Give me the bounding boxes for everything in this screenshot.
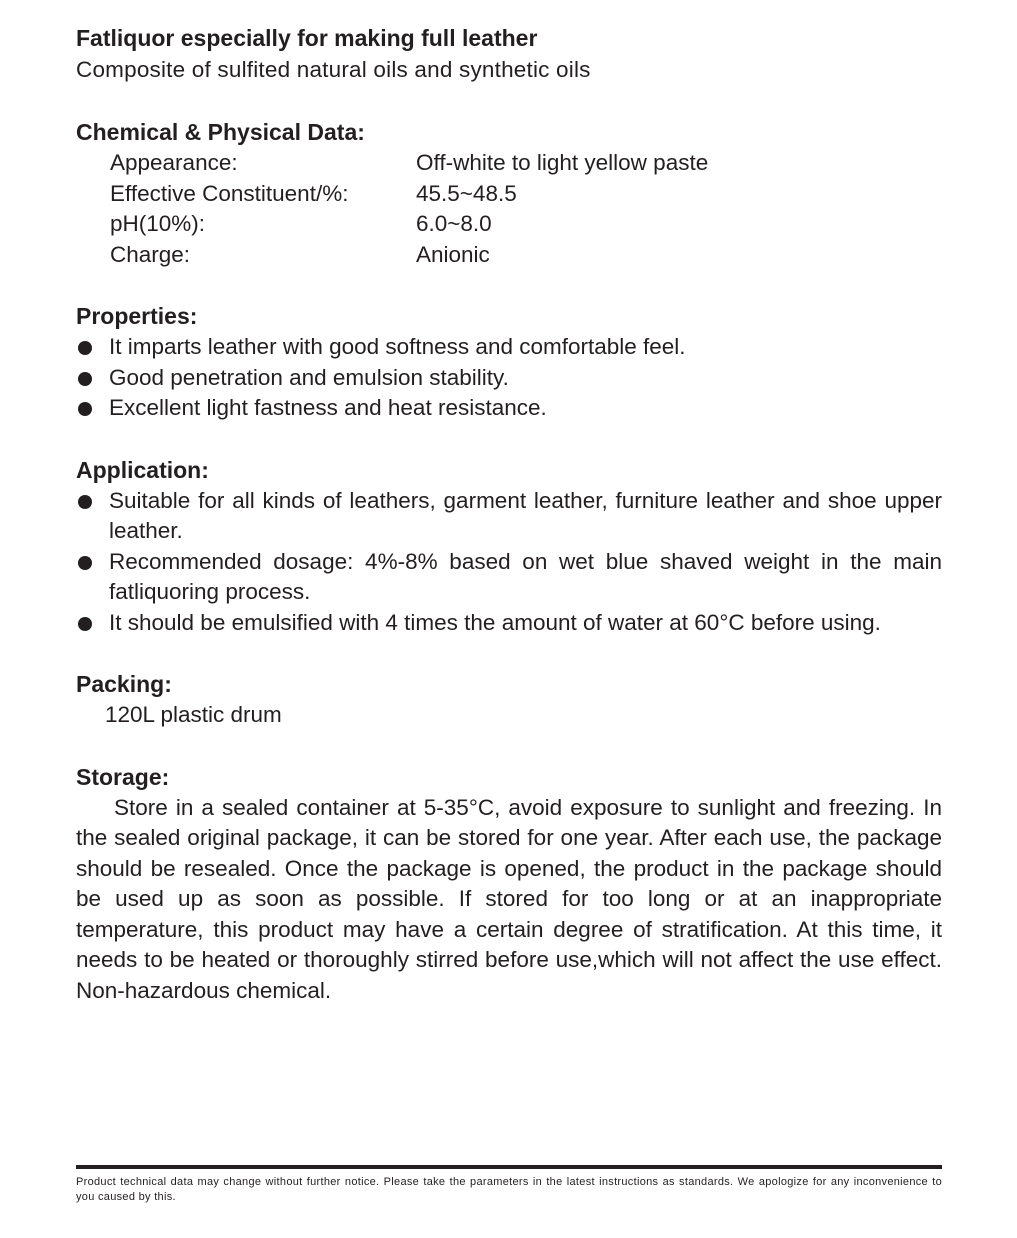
application-list [76,486,942,639]
charge-label: Charge: [110,241,191,267]
ph-row [76,209,942,240]
effective-constituent-row [76,179,942,210]
document-body [76,22,942,1006]
footer-disclaimer: Product technical data may change without further notice. Please take the parameters in the latest instructions as standards. We apologize for any inconvenience to you caused by this. [76,1165,942,1205]
effective-constituent-label: Effective Constituent/%: [110,180,349,206]
properties-section [76,300,942,424]
appearance-label: Appearance: [110,150,238,175]
application-text: Suitable for all kinds of leathers, garment leather, furniture leather and shoe upper leather. [109,487,942,543]
bullet-dot-icon [78,372,92,386]
application-section [76,454,942,639]
bullet-dot-icon [78,556,92,570]
bullet-dot-icon [78,617,92,631]
charge-row [76,240,942,271]
list-item [76,363,942,394]
product-title: Fatliquor especially for making full leather [76,25,538,51]
appearance-row [76,148,942,179]
bullet-dot-icon [78,495,92,509]
application-heading: Application: [76,456,209,483]
property-text: It imparts leather with good softness and comfortable feel. [109,334,686,359]
property-text: Excellent light fastness and heat resistance. [109,395,547,420]
bullet-dot-icon [78,341,92,355]
packing-text: 120L plastic drum [105,702,282,727]
list-item [76,332,942,363]
packing-heading: Packing: [76,671,172,697]
packing-section [76,668,942,731]
application-text: It should be emulsified with 4 times the amount of water at 60°C before using. [109,609,881,635]
properties-list [76,332,942,424]
storage-text: Store in a sealed container at 5-35°C, avoid exposure to sunlight and freezing. In the sealed original package, it can be stored for one year. After each use, the package should be resealed. Once the package is opened, the product in the package should be used up as soon as possible. If stored for too long or at an inappropriate temperature, this product may have a certain degree of stratification. At this time, it needs to be heated or thoroughly stirred before use,which will not affect the use effect. Non-hazardous chemical. [76,794,942,1003]
bullet-dot-icon [78,402,92,416]
list-item [76,486,942,547]
list-item [76,547,942,608]
storage-heading: Storage: [76,763,170,790]
properties-heading: Properties: [76,303,198,329]
ph-value: 6.0~8.0 [416,211,492,236]
chemical-data-section [76,116,942,270]
charge-value: Anionic [416,241,490,267]
list-item [76,393,942,424]
chemical-data-heading: Chemical & Physical Data: [76,119,365,145]
product-subtitle: Composite of sulfited natural oils and synthetic oils [76,57,591,82]
property-text: Good penetration and emulsion stability. [109,364,509,390]
ph-label: pH(10%): [110,211,206,236]
application-text: Recommended dosage: 4%-8% based on wet blue shaved weight in the main fatliquoring process. [109,548,942,604]
storage-section [76,761,942,1007]
list-item [76,608,942,639]
appearance-value: Off-white to light yellow paste [416,150,709,175]
effective-constituent-value: 45.5~48.5 [416,180,517,206]
